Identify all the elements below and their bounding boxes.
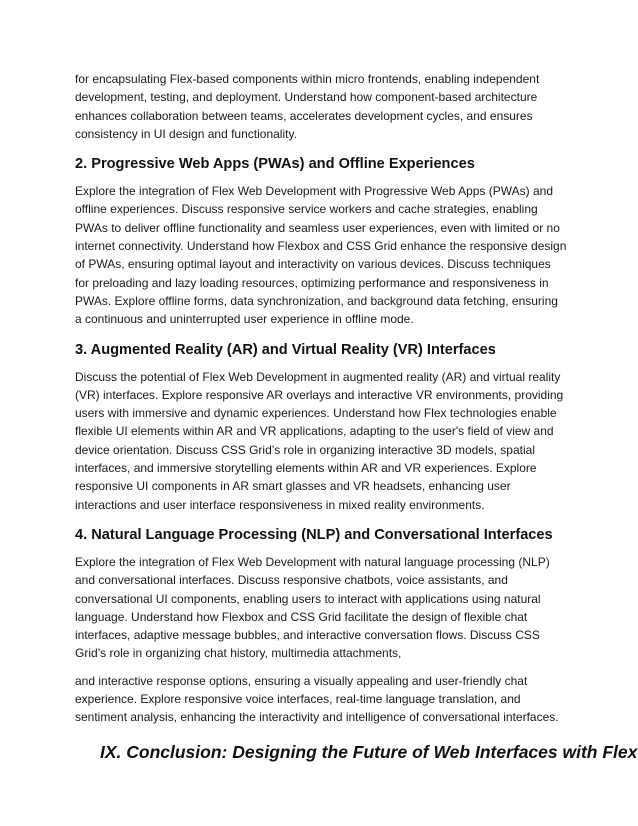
section-heading-nlp: 4. Natural Language Processing (NLP) and Conversational Interfaces xyxy=(75,526,553,543)
document-page xyxy=(75,70,638,763)
section-body-nlp-continuation: and interactive response options, ensuring a visually appealing and user-friendly chat experience. Explore responsive voice interfaces, real-time language translation, and sentiment analysis, enhancing the interactivity and intelligence of conversational interfaces. xyxy=(75,673,559,725)
section-heading-pwa: 2. Progressive Web Apps (PWAs) and Offline Experiences xyxy=(75,156,475,173)
section-body-pwa: Explore the integration of Flex Web Development with Progressive Web Apps (PWAs) and offline experiences. Discuss responsive service workers and cache strategies, enabling PWAs to deliver offline functionality and seamless user experiences, even with limited or no internet connectivity. Understand how Flexbox and CSS Grid enhance the responsive design of PWAs, ensuring optimal layout and interactivity on various devices. Discuss techniques for preloading and lazy loading resources, optimizing performance and responsiveness in PWAs. Explore offline forms, data synchronization, and background data fetching, ensuring a continuous and uninterrupted user experience in offline mode. xyxy=(75,184,567,327)
section-body-ar-vr: Discuss the potential of Flex Web Development in augmented reality (AR) and virtual reality (VR) interfaces. Explore responsive AR overlays and interactive VR environments, providing users with immersive and dynamic experiences. Understand how Flex technologies enable flexible UI elements within AR and VR applications, adapting to the user's field of view and device orientation. Discuss CSS Grid’s role in organizing interactive 3D models, spatial interfaces, and immersive storytelling elements within AR and VR experiences. Explore responsive UI components in AR smart glasses and VR headsets, enhancing user interactions and user interface responsiveness in mixed reality environments. xyxy=(75,369,564,512)
section-heading-ar-vr: 3. Augmented Reality (AR) and Virtual Reality (VR) Interfaces xyxy=(75,341,496,358)
chapter-heading: IX. Conclusion: Designing the Future of Web Interfaces with Flex xyxy=(100,741,638,762)
intro-paragraph: for encapsulating Flex-based components within micro frontends, enabling independent development, testing, and deployment. Understand how component-based architecture enhances collaboration between teams, accelerates development cycles, and ensures consistency in UI design and functionality. xyxy=(75,72,540,141)
section-body-nlp: Explore the integration of Flex Web Development with natural language processing (NLP) and conversational interfaces. Discuss responsive chatbots, voice assistants, and conversational UI components, enabling users to interact with applications using natural language. Understand how Flexbox and CSS Grid facilitate the design of flexible chat interfaces, adaptive message bubbles, and interactive conversation flows. Discuss CSS Grid’s role in organizing chat history, multimedia attachments, xyxy=(75,554,550,661)
